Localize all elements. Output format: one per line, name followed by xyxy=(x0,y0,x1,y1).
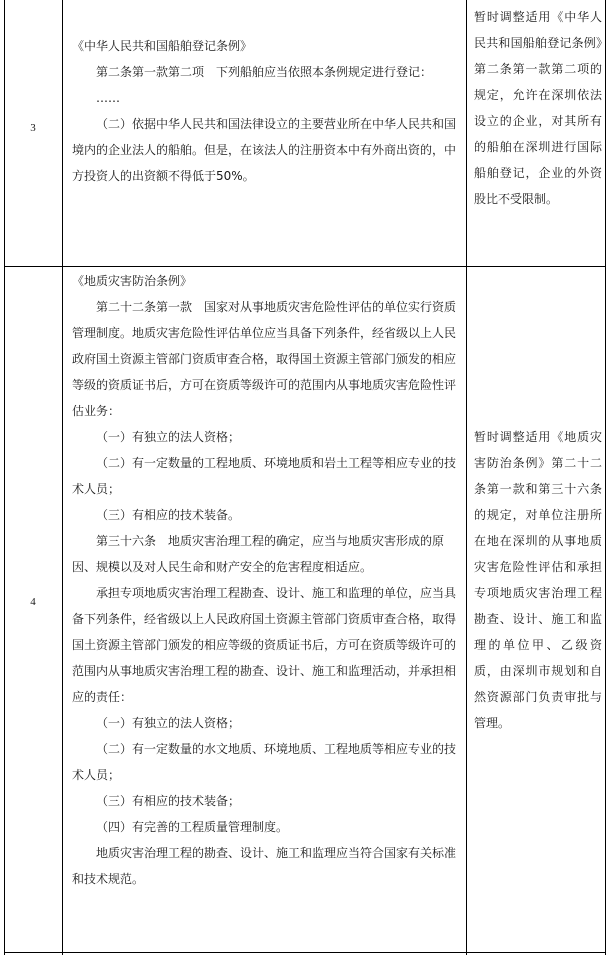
condition-item: （四）有完善的工程质量管理制度。 xyxy=(96,820,289,834)
row-4-content xyxy=(72,268,460,892)
row-divider xyxy=(4,266,606,267)
table-column-divider-2 xyxy=(466,0,467,955)
clause-text: （二）依据中华人民共和国法律设立的主要营业所在中华人民共和国境内的企业法人的船舶。但是，在该法人的注册资本中有外商出资的，中方投资人的出资额不得低于50%。 xyxy=(72,117,457,183)
row-4-adjustment: 暂时调整适用《地质灾害防治条例》第二十二条第一款和第三十六条的规定，对单位注册所在地在深圳的从事地质灾害危险性评估和承担专项地质灾害治理工程勘查、设计、施工和监理的单位甲、乙级资质，由深圳市规划和自然资源部门负责审批与管理。 xyxy=(474,430,602,730)
condition-item: （一）有独立的法人资格； xyxy=(96,716,241,730)
condition-item: （二）有一定数量的水文地质、环境地质、工程地质等相应专业的技术人员； xyxy=(72,742,457,782)
row-3-content xyxy=(72,33,460,189)
regulation-title: 《中华人民共和国船舶登记条例》 xyxy=(72,39,253,53)
row-3-adjustment: 暂时调整适用《中华人民共和国船舶登记条例》第二条第一款第二项的规定，允许在深圳依法设立的企业，对其所有的船舶在深圳进行国际船舶登记，企业的外资股比不受限制。 xyxy=(474,10,602,206)
table-column-divider-1 xyxy=(62,0,63,955)
clause-text: 第二条第一款第二项 下列船舶应当依照本条例规定进行登记： xyxy=(96,65,433,79)
condition-item: （二）有一定数量的工程地质、环境地质和岩土工程等相应专业的技术人员； xyxy=(72,456,457,496)
condition-item: （三）有相应的技术装备。 xyxy=(96,508,241,522)
ellipsis-text: …… xyxy=(96,91,120,105)
condition-item: （一）有独立的法人资格； xyxy=(96,430,241,444)
clause-text: 承担专项地质灾害治理工程勘查、设计、施工和监理的单位，应当具备下列条件，经省级以上人民政府国土资源主管部门资质审查合格，取得国土资源主管部门颁发的相应等级的资质证书后，方可在资质等级许可的范围内从事地质灾害治理工程的勘查、设计、施工和监理活动，并承担相应的责任： xyxy=(72,586,457,704)
clause-text: 第三十六条 地质灾害治理工程的确定，应当与地质灾害形成的原因、规模以及对人民生命和财产安全的危害程度相适应。 xyxy=(72,534,445,574)
clause-text: 第二十二条第一款 国家对从事地质灾害危险性评估的单位实行资质管理制度。地质灾害危险性评估单位应当具备下列条件，经省级以上人民政府国土资源主管部门资质审查合格，取得国土资源主管部门颁发的相应等级的资质证书后，方可在资质等级许可的范围内从事地质灾害危险性评估业务： xyxy=(72,300,457,418)
row-number: 4 xyxy=(30,596,36,608)
regulation-title: 《地质灾害防治条例》 xyxy=(72,274,193,288)
condition-item: （三）有相应的技术装备； xyxy=(96,794,241,808)
table-border-left xyxy=(4,0,5,955)
row-number: 3 xyxy=(30,122,36,134)
table-border-right xyxy=(605,0,606,955)
table-border-bottom xyxy=(4,952,606,953)
clause-text: 地质灾害治理工程的勘查、设计、施工和监理应当符合国家有关标准和技术规范。 xyxy=(72,846,457,886)
